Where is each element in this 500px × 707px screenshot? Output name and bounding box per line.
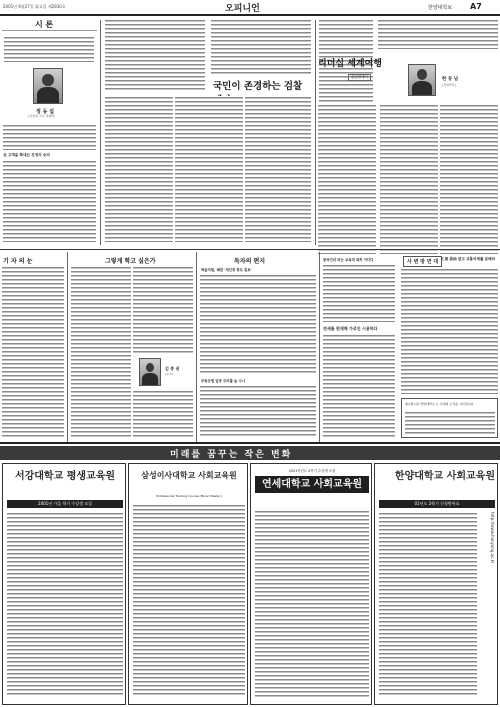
reporter-text (2, 266, 64, 438)
col2-text-3 (133, 390, 193, 438)
sironn-column (0, 16, 100, 246)
letters-sub1: 학술지원, 배판 '개인정 창도 흥보' (201, 268, 252, 272)
leadership-text-2 (380, 104, 438, 254)
column-body-2 (3, 160, 96, 242)
divider (100, 20, 101, 245)
page-header (0, 0, 500, 15)
author-caption: (서울대 교수·경제학) (28, 114, 56, 118)
ad-hanyang-body (379, 512, 477, 697)
right-box-title: 사 변 방 면 대 (403, 256, 442, 267)
ad-yonsei-slogan: 2001학년도 2학기 수강생 모집 (288, 469, 336, 473)
author-photo (33, 68, 63, 104)
leadership-text-3 (440, 104, 498, 254)
ad-hanyang-url[interactable]: http://www.hanyang.ac.kr (490, 512, 495, 564)
notice-lines (405, 411, 495, 435)
letters-title: 독자의 편지 (234, 258, 266, 265)
editorial-text-top-left (105, 19, 205, 91)
author-name: 정 동 섭 (36, 109, 54, 115)
editorial-text-1 (105, 96, 173, 242)
col2-text-2 (133, 266, 193, 354)
ad-banner-text: 미래를 꿈꾸는 작은 변화 (170, 450, 293, 460)
ad-sogang-body (7, 512, 123, 697)
ad-rule (0, 442, 500, 444)
ad-hanyang-slogan: 01년도 2학기 신청받아요 (379, 500, 495, 508)
leadership-text-1 (318, 104, 376, 254)
col4-text-1 (323, 264, 395, 322)
intro-text (4, 36, 94, 62)
page-number: A7 (470, 2, 482, 11)
right-bottom-box (399, 252, 500, 442)
ad-sangmyung[interactable] (128, 463, 248, 705)
ad-yonsei[interactable] (250, 463, 372, 705)
title-rule (2, 30, 97, 31)
right-box-text: 工業 原油 알고 교통의체를 분배라 (441, 257, 496, 261)
col2-author-caption: (교수) (165, 372, 174, 376)
column-title: 시 론 (35, 19, 54, 29)
opinion-col2 (69, 252, 195, 442)
editorial-text-3 (245, 96, 311, 242)
divider (315, 20, 316, 245)
ad-sogang[interactable] (2, 463, 126, 705)
col4-text-2 (323, 334, 395, 438)
leadership-author-name: 한 동 남 (442, 77, 459, 82)
editorial-text-top-right (211, 19, 311, 75)
divider (196, 252, 197, 442)
letters-sub2: 부동산법 입당 주의를 늘 수나 (201, 379, 246, 383)
col2-author-name: 김 종 권 (165, 366, 180, 371)
notice-text: 제보합니다 한양대학보 는 교내외 소식을 기다립니다 (405, 402, 474, 406)
reporter-eye (0, 252, 66, 442)
letters-text-1 (200, 274, 316, 374)
col2-text-1 (71, 266, 131, 438)
ad-sogang-name: 서강대학교 평생교육원 (14, 471, 116, 482)
letters-text-2 (200, 385, 316, 438)
ad-yonsei-body (255, 510, 369, 697)
editorial-text-2 (175, 96, 243, 242)
ad-banner (0, 446, 500, 460)
reporter-title: 기 자 의 눈 (3, 258, 33, 265)
notice-box (401, 398, 498, 438)
issue-date: 2001년 6월27일 화요일 제2830호 (3, 4, 66, 9)
leadership-author-photo (408, 64, 436, 96)
col4-sub: 전세를 편재해 가로인 시용하다 (323, 326, 378, 331)
reader-letters (198, 252, 318, 442)
editorial-headline: 국민이 존경하는 검찰 (213, 81, 303, 92)
column-subheading: 北 고객을 확대는 진정의 승리 (3, 153, 50, 157)
section-name: 오피니언 (225, 4, 260, 14)
right-box-body (401, 268, 498, 394)
leadership-text-top (378, 19, 498, 49)
paper-name: 한양대학보 (428, 5, 453, 11)
col2-title: 그렇게 학고 싶은가 (105, 258, 156, 265)
ad-sogang-slogan: 2001년 가을 학기 수강생 모집 (7, 500, 123, 508)
leadership-badge: 칼럼연재식 (348, 74, 371, 81)
leadership-author-caption: (경영학부) (442, 83, 456, 87)
section-rule (0, 249, 500, 250)
opinion-col4 (321, 252, 397, 442)
ad-yonsei-name: 연세대학교 사회교육원 (255, 476, 369, 493)
ad-sangmyung-name: 삼성이사대학교 사회교육원 (141, 471, 237, 480)
ad-hanyang-name: 한양대학교 사회교육원 (394, 471, 495, 482)
col2-author-photo (139, 358, 161, 386)
ad-hanyang[interactable] (374, 463, 498, 705)
col4-title: 한국인의 피는 교육적 특히 이다다 (323, 258, 374, 262)
leadership-title: 리더십 세계여행 (318, 59, 382, 69)
column-body-1 (3, 124, 96, 150)
divider (319, 252, 320, 442)
ad-sangmyung-body (133, 504, 245, 697)
divider (67, 252, 68, 442)
ad-sangmyung-slogan: Professional Training Course (Music Master) (156, 494, 222, 498)
editorial-section (103, 16, 313, 246)
leadership-column (318, 16, 500, 248)
